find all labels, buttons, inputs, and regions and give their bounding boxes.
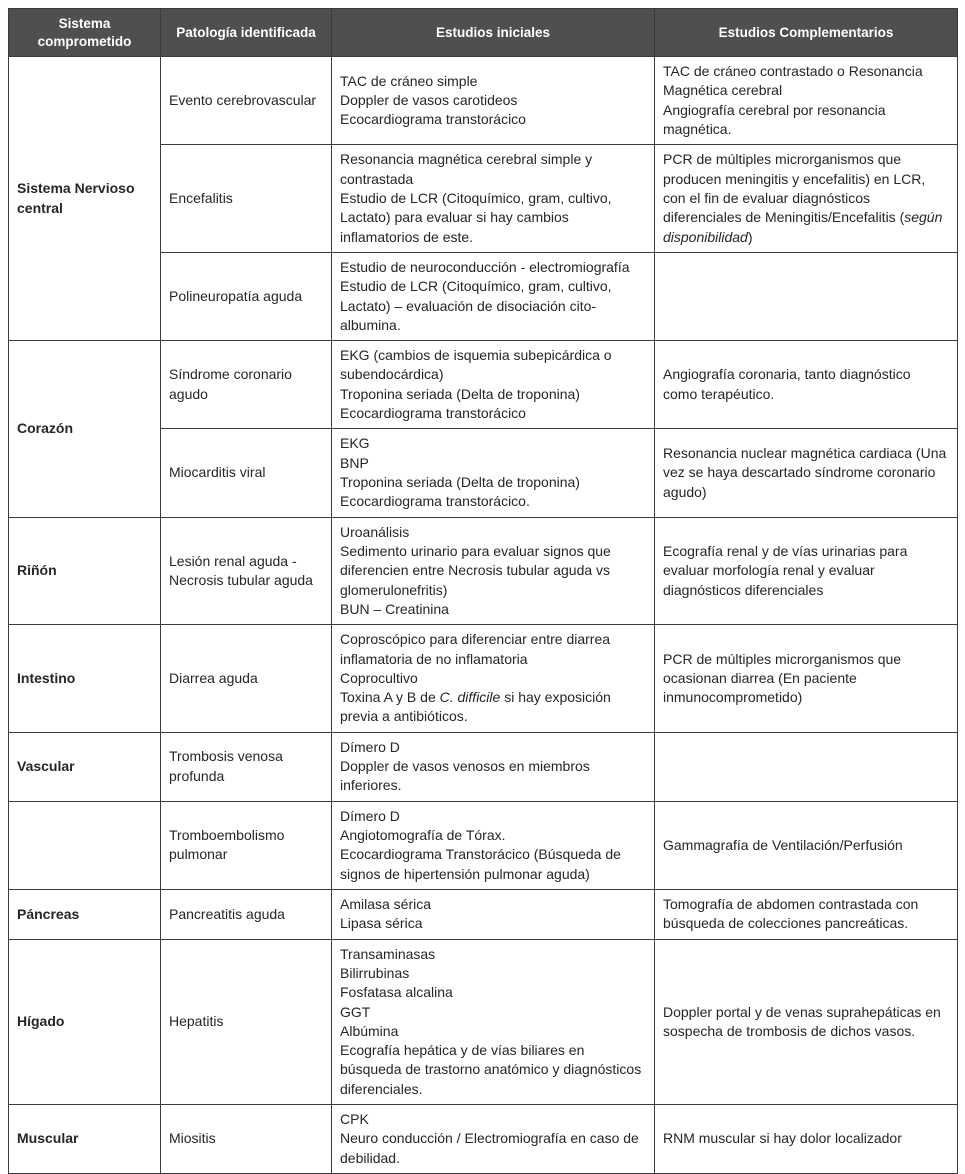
pathology-cell: Hepatitis bbox=[161, 939, 332, 1105]
complementary-studies-cell bbox=[655, 625, 958, 733]
study-line: Angiotomografía de Tórax. bbox=[340, 827, 506, 844]
system-cell: Páncreas bbox=[9, 889, 161, 939]
pathology-cell: Tromboembolismo pulmonar bbox=[161, 801, 332, 889]
initial-studies-cell bbox=[332, 252, 655, 340]
study-line: Ecocardiograma transtorácico bbox=[340, 405, 526, 422]
initial-studies-cell bbox=[332, 57, 655, 145]
complementary-studies-cell bbox=[655, 939, 958, 1105]
study-line: Albúmina bbox=[340, 1022, 399, 1039]
system-cell: Vascular bbox=[9, 732, 161, 801]
table-row bbox=[9, 939, 958, 1105]
study-line: Neuro conducción / Electromiografía en caso de debilidad. bbox=[340, 1130, 639, 1166]
table-header bbox=[9, 9, 958, 57]
complementary-studies-cell bbox=[655, 1105, 958, 1174]
study-line: Troponina seriada (Delta de troponina) bbox=[340, 385, 580, 402]
study-line: Fosfatasa alcalina bbox=[340, 984, 453, 1001]
pathology-cell: Miositis bbox=[161, 1105, 332, 1174]
header-row bbox=[9, 9, 958, 57]
pathology-cell: Diarrea aguda bbox=[161, 625, 332, 733]
initial-studies-cell bbox=[332, 939, 655, 1105]
study-line: Amilasa sérica bbox=[340, 895, 432, 912]
initial-studies-cell bbox=[332, 145, 655, 253]
table-row bbox=[9, 57, 958, 145]
study-line: Estudio de LCR (Citoquímico, gram, cultivo, Lactato) para evaluar si hay cambios inflamatorios de este. bbox=[340, 189, 612, 245]
pathology-cell: Pancreatitis aguda bbox=[161, 889, 332, 939]
study-line: Ecografía hepática y de vías biliares en búsqueda de trastorno anatómico y diagnósticos diferenciales. bbox=[340, 1042, 642, 1097]
study-line: TAC de cráneo contrastado o Resonancia Magnética cerebral bbox=[663, 63, 923, 99]
study-line: GGT bbox=[340, 1003, 371, 1020]
study-line: Ecografía renal y de vías urinarias para evaluar morfología renal y evaluar diagnósticos diferenciales bbox=[663, 542, 908, 598]
system-cell: Muscular bbox=[9, 1105, 161, 1174]
complementary-studies-cell bbox=[655, 889, 958, 939]
study-line: Coproscópico para diferenciar entre diarrea inflamatoria de no inflamatoria bbox=[340, 631, 611, 667]
study-line: Doppler portal y de venas suprahepáticas en sospecha de trombosis de dichos vasos. bbox=[663, 1003, 941, 1039]
study-line: Toxina A y B de C. difficile si hay exposición previa a antibióticos. bbox=[340, 689, 611, 725]
study-line: Dímero D bbox=[340, 738, 400, 755]
complementary-studies-cell bbox=[655, 145, 958, 253]
study-line: Resonancia magnética cerebral simple y contrastada bbox=[340, 151, 593, 187]
initial-studies-cell bbox=[332, 732, 655, 801]
study-line: Uroanálisis bbox=[340, 523, 410, 540]
table-body bbox=[9, 57, 958, 1174]
study-line: Estudio de LCR (Citoquímico, gram, cultivo, Lactato) – evaluación de disociación cito-albumina. bbox=[340, 278, 612, 333]
pathology-cell: Polineuropatía aguda bbox=[161, 252, 332, 340]
pathology-cell: Trombosis venosa profunda bbox=[161, 732, 332, 801]
complementary-studies-cell bbox=[655, 517, 958, 625]
study-line: Angiografía coronaria, tanto diagnóstico como terapéutico. bbox=[663, 366, 911, 402]
system-cell: Hígado bbox=[9, 939, 161, 1105]
study-line: PCR de múltiples microrganismos que producen meningitis y encefalitis) en LCR, con el fin de evaluar diagnósticos diferenciales de Meningitis/Encefalitis (según disponibilidad) bbox=[663, 151, 943, 245]
system-cell bbox=[9, 801, 161, 889]
study-line: Sedimento urinario para evaluar signos que diferencien entre Necrosis tubular aguda vs glomerulonefritis) bbox=[340, 542, 611, 598]
system-cell: Riñón bbox=[9, 517, 161, 625]
study-line: Ecocardiograma Transtorácico (Búsqueda de signos de hipertensión pulmonar aguda) bbox=[340, 846, 621, 882]
study-line: Dímero D bbox=[340, 807, 400, 824]
initial-studies-cell bbox=[332, 1105, 655, 1174]
table-row bbox=[9, 341, 958, 429]
study-line: Doppler de vasos carotideos bbox=[340, 92, 518, 109]
table-row bbox=[9, 889, 958, 939]
study-line: Troponina seriada (Delta de troponina) bbox=[340, 474, 580, 491]
header-col-sistema-comprometido: Sistema comprometido bbox=[9, 9, 161, 57]
study-line: TAC de cráneo simple bbox=[340, 72, 478, 89]
pathology-cell: Síndrome coronario agudo bbox=[161, 341, 332, 429]
pathology-cell: Evento cerebrovascular bbox=[161, 57, 332, 145]
initial-studies-cell bbox=[332, 517, 655, 625]
study-line: RNM muscular si hay dolor localizador bbox=[663, 1130, 902, 1147]
system-cell: Corazón bbox=[9, 341, 161, 518]
table-row bbox=[9, 1105, 958, 1174]
study-line: CPK bbox=[340, 1111, 369, 1128]
header-col-patologia-identificada: Patología identificada bbox=[161, 9, 332, 57]
complementary-studies-cell bbox=[655, 341, 958, 429]
study-line: Estudio de neuroconducción - electromiografía bbox=[340, 258, 630, 275]
study-line: Bilirrubinas bbox=[340, 964, 410, 981]
study-line: Ecocardiograma transtorácico. bbox=[340, 493, 530, 510]
study-line: Resonancia nuclear magnética cardiaca (Una vez se haya descartado síndrome coronario agudo) bbox=[663, 445, 947, 500]
header-col-estudios-iniciales: Estudios iniciales bbox=[332, 9, 655, 57]
complementary-studies-cell bbox=[655, 252, 958, 340]
header-col-estudios-complementarios: Estudios Complementarios bbox=[655, 9, 958, 57]
pathology-cell: Encefalitis bbox=[161, 145, 332, 253]
table-row bbox=[9, 517, 958, 625]
study-line: Angiografía cerebral por resonancia magnética. bbox=[663, 101, 886, 138]
study-line: Gammagrafía de Ventilación/Perfusión bbox=[663, 836, 903, 853]
complementary-studies-cell bbox=[655, 801, 958, 889]
initial-studies-cell bbox=[332, 429, 655, 517]
study-line: Ecocardiograma transtorácico bbox=[340, 111, 526, 128]
initial-studies-cell bbox=[332, 801, 655, 889]
pathology-cell: Lesión renal aguda - Necrosis tubular aguda bbox=[161, 517, 332, 625]
system-cell: Sistema Nervioso central bbox=[9, 57, 161, 341]
complementary-studies-cell bbox=[655, 732, 958, 801]
study-line: BNP bbox=[340, 454, 369, 471]
table-row bbox=[9, 801, 958, 889]
study-line: PCR de múltiples microrganismos que ocasionan diarrea (En paciente inmunocomprometido) bbox=[663, 650, 902, 706]
study-line: Tomografía de abdomen contrastada con búsqueda de colecciones pancreáticas. bbox=[663, 895, 919, 932]
study-line: Transaminasas bbox=[340, 945, 436, 962]
study-line: Lipasa sérica bbox=[340, 915, 423, 932]
initial-studies-cell bbox=[332, 341, 655, 429]
system-cell: Intestino bbox=[9, 625, 161, 733]
study-line: EKG (cambios de isquemia subepicárdica o subendocárdica) bbox=[340, 347, 612, 383]
diagnostic-studies-table bbox=[8, 8, 958, 1174]
study-line: Coprocultivo bbox=[340, 669, 418, 686]
initial-studies-cell bbox=[332, 889, 655, 939]
study-line: Doppler de vasos venosos en miembros inferiores. bbox=[340, 758, 590, 794]
table-row bbox=[9, 732, 958, 801]
table-row bbox=[9, 625, 958, 733]
complementary-studies-cell bbox=[655, 57, 958, 145]
study-line: BUN – Creatinina bbox=[340, 600, 449, 617]
study-line: EKG bbox=[340, 435, 370, 452]
complementary-studies-cell bbox=[655, 429, 958, 517]
pathology-cell: Miocarditis viral bbox=[161, 429, 332, 517]
initial-studies-cell bbox=[332, 625, 655, 733]
